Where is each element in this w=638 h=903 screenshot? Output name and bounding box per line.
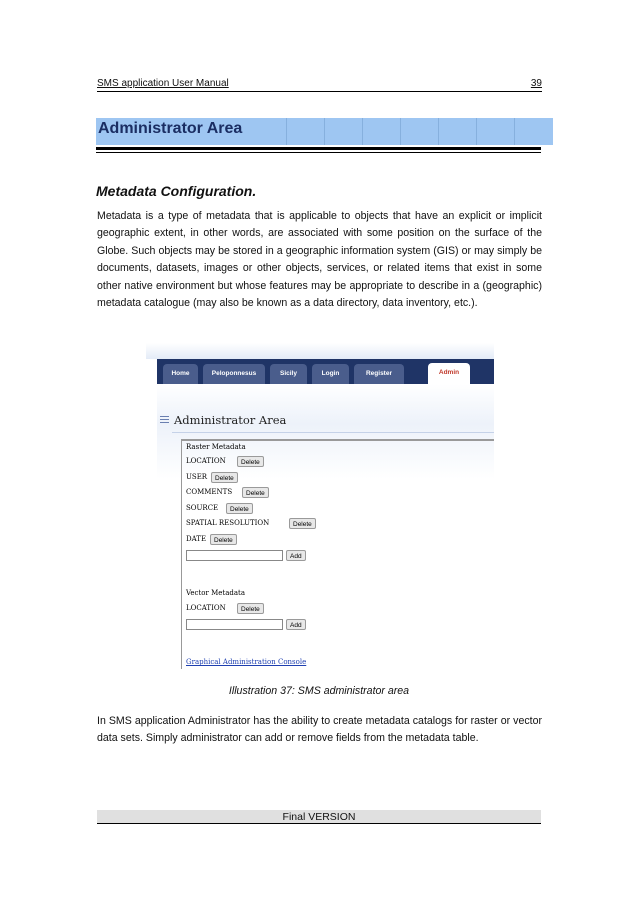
raster-field-date: DATE [186,535,207,543]
section-rule-thin [96,152,541,153]
vector-add-button[interactable]: Add [286,619,306,630]
delete-location-button[interactable]: Delete [237,456,264,467]
raster-field-location: LOCATION [186,457,226,465]
delete-spatial-resolution-button[interactable]: Delete [289,518,316,529]
nav-tab-admin[interactable]: Admin [428,363,470,384]
running-header-title: SMS application User Manual [97,78,229,89]
subsection-title: Metadata Configuration. [96,183,257,199]
vector-new-field-input[interactable] [186,619,283,630]
raster-field-source: SOURCE [186,504,219,512]
panel-title: Administrator Area [174,413,287,427]
form-frame-left [181,439,182,669]
delete-date-button[interactable]: Delete [210,534,237,545]
raster-field-comments: COMMENTS [186,488,233,496]
panel-divider [172,432,494,433]
vector-field-location: LOCATION [186,604,226,612]
nav-tab-login[interactable]: Login [312,364,349,384]
body-paragraph-1: Metadata is a type of metadata that is applicable to objects that have an explicit or implicit geographic extent, in other words, are associated with some position on the surface of the Globe. Such objects may be stored in a geographic information system (GIS) or may simply be documents, datasets, images or other objects, services, or related items that exist in some other native environment but whose features may be appropriate to describe in a (geographic) metadata catalogue (may also be known as a data directory, data inventory, etc.). [97,210,542,310]
delete-vector-location-button[interactable]: Delete [237,603,264,614]
footer-text: Final VERSION [282,811,356,823]
figure-caption: Illustration 37: SMS administrator area [228,685,410,697]
delete-comments-button[interactable]: Delete [242,487,269,498]
header-rule [97,91,542,92]
raster-add-button[interactable]: Add [286,550,306,561]
nav-tab-home[interactable]: Home [163,364,198,384]
admin-screenshot-figure [146,343,494,681]
raster-new-field-input[interactable] [186,550,283,561]
vector-metadata-heading: Vector Metadata [186,589,246,597]
raster-field-user: USER [186,473,208,481]
form-frame-top [181,439,494,441]
delete-source-button[interactable]: Delete [226,503,253,514]
raster-metadata-heading: Raster Metadata [186,443,246,451]
admin-page-body [157,384,494,681]
site-navbar [157,359,494,384]
nav-tab-register[interactable]: Register [354,364,404,384]
nav-tab-peloponnesus[interactable]: Peloponnesus [203,364,265,384]
menu-lines-icon [160,416,169,424]
graphical-console-link[interactable]: Graphical Administration Console [186,658,307,666]
body-paragraph-2: In SMS application Administrator has the ability to create metadata catalogs for raster or vector data sets. Simply administrator can add or remove fields from the metadata table. [97,715,542,745]
delete-user-button[interactable]: Delete [211,472,238,483]
panel-header [160,413,286,427]
section-title: Administrator Area [98,120,243,137]
section-rule-thick [96,147,541,150]
raster-field-spatial-resolution: SPATIAL RESOLUTION [186,519,270,527]
nav-tab-sicily[interactable]: Sicily [270,364,307,384]
page-number: 39 [530,78,542,89]
